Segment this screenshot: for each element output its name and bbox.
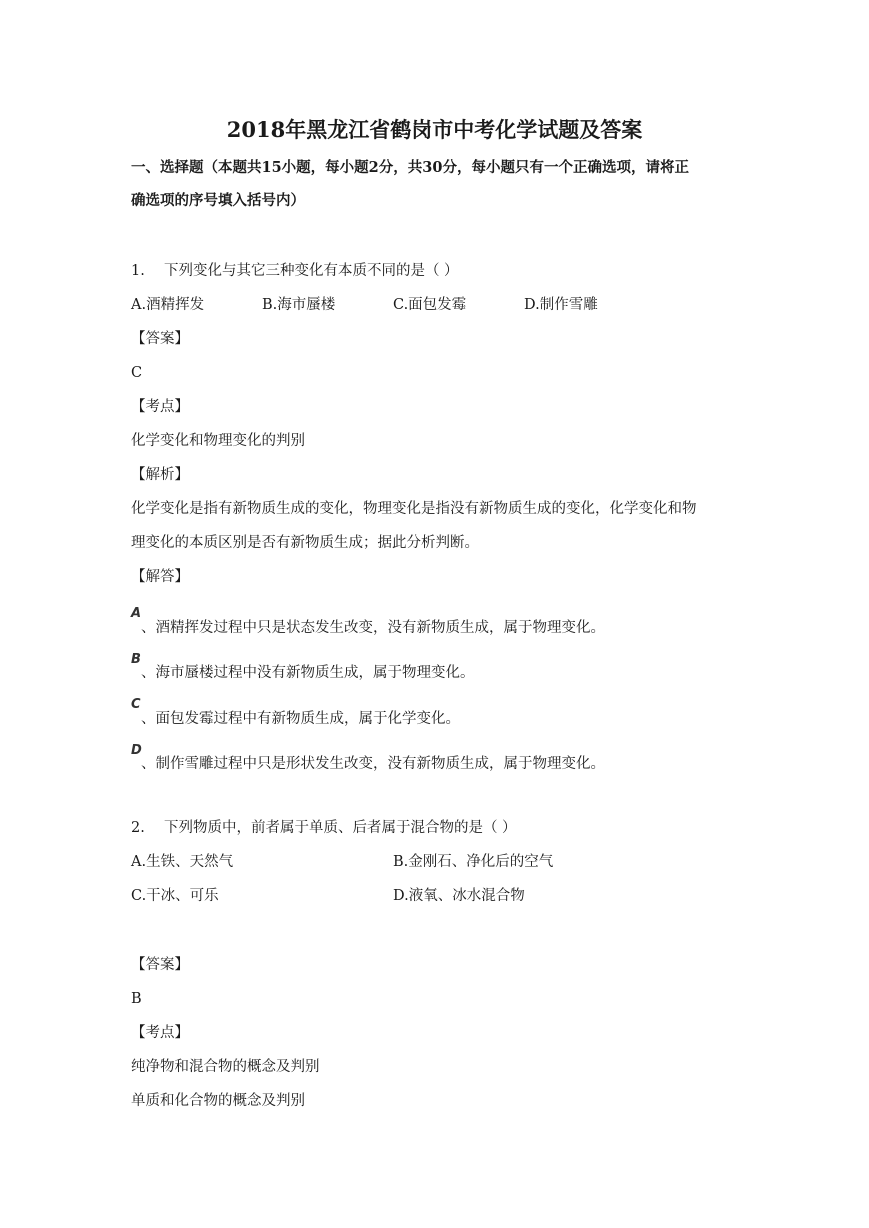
section-heading-line2: 确选项的序号填入括号内） bbox=[131, 192, 305, 209]
q1-jieda-label: 【解答】 bbox=[131, 569, 189, 585]
page-title: 2018年黑龙江省鹤岗市中考化学试题及答案 bbox=[226, 117, 643, 142]
q2-answer: B bbox=[131, 991, 142, 1007]
q1-jieda-b-letter: B bbox=[131, 652, 141, 667]
q2-kaodian-line2: 单质和化合物的概念及判别 bbox=[131, 1093, 305, 1109]
q1-kaodian-label: 【考点】 bbox=[131, 399, 189, 415]
q1-jiexi-line1: 化学变化是指有新物质生成的变化，物理变化是指没有新物质生成的变化，化学变化和物 bbox=[131, 501, 697, 517]
q1-jieda-c-text: 、面包发霉过程中有新物质生成，属于化学变化。 bbox=[141, 711, 460, 727]
q2-option-c: C.干冰、可乐 bbox=[131, 888, 219, 904]
q1-jieda-d-letter: D bbox=[131, 743, 142, 758]
q1-option-b: B.海市蜃楼 bbox=[262, 297, 336, 313]
q1-option-c: C.面包发霉 bbox=[393, 297, 467, 313]
q1-option-d: D.制作雪雕 bbox=[524, 297, 598, 313]
q2-answer-label: 【答案】 bbox=[131, 957, 189, 973]
q1-kaodian: 化学变化和物理变化的判别 bbox=[131, 433, 305, 449]
q2-kaodian-label: 【考点】 bbox=[131, 1025, 189, 1041]
q1-jieda-a-text: 、酒精挥发过程中只是状态发生改变，没有新物质生成，属于物理变化。 bbox=[141, 620, 605, 636]
question-2-stem: 2. 下列物质中，前者属于单质、后者属于混合物的是（ ） bbox=[131, 820, 517, 836]
q2-option-d: D.液氧、冰水混合物 bbox=[393, 888, 525, 904]
q2-kaodian-line1: 纯净物和混合物的概念及判别 bbox=[131, 1059, 320, 1075]
q1-jieda-b-text: 、海市蜃楼过程中没有新物质生成，属于物理变化。 bbox=[141, 665, 475, 681]
q1-jiexi-line2: 理变化的本质区别是否有新物质生成；据此分析判断。 bbox=[131, 535, 479, 551]
q1-jiexi-label: 【解析】 bbox=[131, 467, 189, 483]
section-heading-line1: 一、选择题（本题共15小题，每小题2分，共30分，每小题只有一个正确选项，请将正 bbox=[131, 159, 689, 176]
q1-jieda-c-letter: C bbox=[131, 697, 141, 712]
q2-option-a: A.生铁、天然气 bbox=[131, 854, 234, 870]
q2-option-b: B.金刚石、净化后的空气 bbox=[393, 854, 554, 870]
q1-option-a: A.酒精挥发 bbox=[131, 297, 205, 313]
question-1-stem: 1. 下列变化与其它三种变化有本质不同的是（ ） bbox=[131, 263, 459, 279]
q1-jieda-a-letter: A bbox=[131, 606, 142, 621]
q1-answer: C bbox=[131, 365, 143, 381]
q1-answer-label: 【答案】 bbox=[131, 331, 189, 347]
q1-jieda-d-text: 、制作雪雕过程中只是形状发生改变，没有新物质生成，属于物理变化。 bbox=[141, 756, 605, 772]
